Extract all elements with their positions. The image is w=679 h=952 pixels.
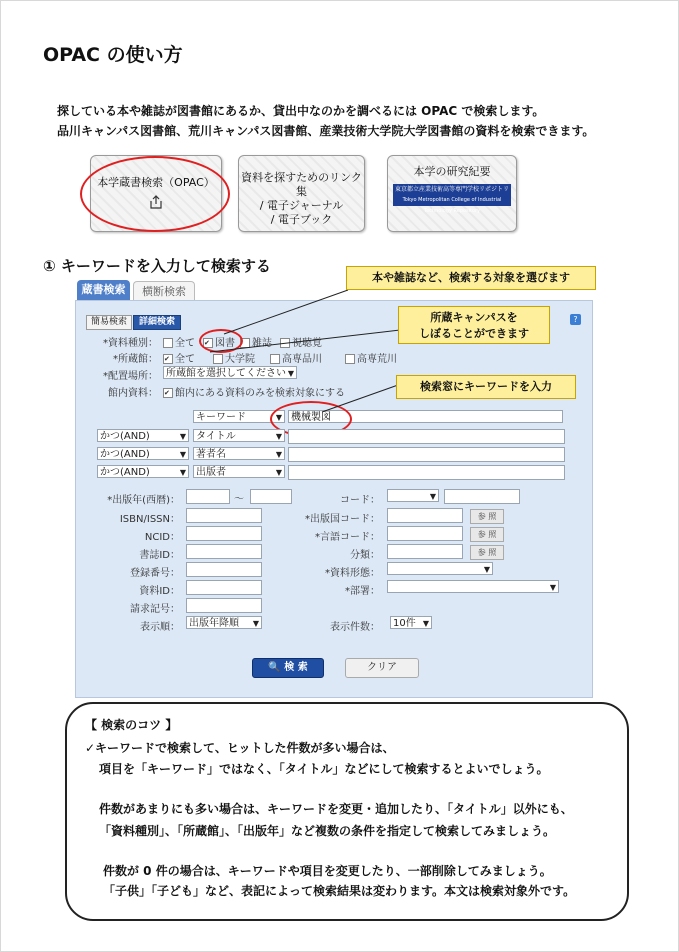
- bib-id-label: 書誌ID：: [139, 550, 180, 561]
- dropdown-arrow-icon: ▼: [252, 619, 259, 628]
- dropdown-arrow-icon: ▼: [179, 432, 186, 441]
- checkbox-checked-icon[interactable]: ✔: [163, 388, 173, 398]
- dropdown-arrow-icon: ▼: [275, 468, 282, 477]
- callout-campus: [398, 306, 550, 344]
- pub-year-label: *出版年(西暦)：: [107, 495, 180, 506]
- holding-all[interactable]: ✔ 全て: [164, 354, 195, 365]
- material-type-book[interactable]: ✔ 図書: [204, 338, 235, 349]
- tab-cross-search[interactable]: 横断検索: [133, 281, 195, 302]
- count-select[interactable]: 10件 ▼: [390, 616, 432, 629]
- location-label: *配置場所：: [103, 371, 158, 382]
- form-type-label: *資料形態：: [325, 568, 380, 579]
- help-icon[interactable]: ?: [570, 314, 581, 325]
- location-select[interactable]: 所蔵館を選択してください ▼: [163, 366, 297, 379]
- tab-collection-search[interactable]: 蔵書検索: [77, 280, 130, 300]
- material-type-av[interactable]: 視聴覚: [280, 334, 322, 349]
- page-title: OPAC の使い方: [43, 44, 183, 66]
- in-library-option[interactable]: ✔ 館内にある資料のみを検索対象にする: [164, 388, 345, 399]
- lang-ref-button[interactable]: 参 照: [470, 527, 504, 542]
- dropdown-arrow-icon: ▼: [275, 432, 282, 441]
- intro-line-1: 探している本や雑誌が図書館にあるか、貸出中なのかを調べるには OPAC で検索します。: [57, 104, 545, 118]
- isbn-label: ISBN/ISSN：: [119, 514, 180, 525]
- links-card-line2: / 電子ジャーナル: [259, 199, 344, 212]
- repository-banner-jp: 東京都立産業技術高等専門学校リポジトリ: [394, 186, 509, 193]
- field-select-3[interactable]: 出版者 ▼: [193, 465, 285, 478]
- keyword-input[interactable]: 機械製図: [288, 410, 563, 423]
- dropdown-arrow-icon: ▼: [549, 583, 556, 592]
- operator-select-1[interactable]: かつ(AND) ▼: [97, 429, 189, 442]
- sort-label: 表示順：: [140, 622, 180, 633]
- tips-line-1: ✓キーワードで検索して、ヒットした件数が多い場合は、: [85, 741, 395, 755]
- holding-arakawa[interactable]: 高専荒川: [345, 350, 397, 365]
- callout-campus-line1: 所蔵キャンパスを: [430, 311, 518, 324]
- reg-no-label: 登録番号：: [130, 568, 180, 579]
- classification-ref-button[interactable]: 参 照: [470, 545, 504, 560]
- call-no-label: 請求記号：: [130, 604, 180, 615]
- links-card-line1: 資料を探すためのリンク集: [241, 171, 362, 198]
- search-button-label: 検 索: [284, 662, 308, 673]
- material-id-label: 資料ID：: [139, 586, 180, 597]
- dropdown-arrow-icon: ▼: [275, 413, 282, 422]
- repository-banner-en: Tokyo Metropolitan College of Industrial Technology Repository: [402, 197, 502, 214]
- operator-select-2[interactable]: かつ(AND) ▼: [97, 447, 189, 460]
- code-label: コード：: [340, 495, 380, 506]
- tips-line-6: 「子供」「子ども」など、表記によって検索結果は変わります。本文は検索対象外です。: [103, 884, 576, 898]
- pub-year-separator: 〜: [234, 494, 244, 505]
- callout-campus-line2: しぼることができます: [419, 327, 529, 340]
- dept-label: *部署：: [345, 586, 380, 597]
- material-type-magazine[interactable]: 雑誌: [240, 334, 272, 349]
- classification-label: 分類：: [350, 550, 380, 561]
- holding-shinagawa[interactable]: 高専品川: [270, 350, 322, 365]
- holding-grad[interactable]: 大学院: [213, 350, 255, 365]
- material-type-all[interactable]: 全て: [163, 334, 195, 349]
- tips-line-2: 項目を「キーワード」ではなく、「タイトル」などにして検索するとよいでしょう。: [99, 762, 549, 776]
- lang-label: *言語コード：: [315, 532, 380, 543]
- search-icon: 🔍: [268, 662, 281, 673]
- section1-title: ① キーワードを入力して検索する: [43, 257, 271, 275]
- repository-card-label: 本学の研究紀要: [413, 165, 491, 178]
- dropdown-arrow-icon: ▼: [287, 369, 294, 378]
- tips-line-3: 件数があまりにも多い場合は、キーワードを変更・追加したり、「タイトル」以外にも、: [99, 802, 573, 816]
- dropdown-arrow-icon: ▼: [179, 450, 186, 459]
- in-library-label: 館内資料：: [108, 388, 158, 399]
- ncid-label: NCID：: [144, 532, 180, 543]
- links-card-line3: / 電子ブック: [270, 213, 333, 226]
- material-type-label: *資料種別：: [103, 338, 158, 349]
- tips-line-5: 件数が 0 件の場合は、キーワードや項目を変更したり、一部削除してみましょう。: [103, 864, 552, 878]
- sort-select[interactable]: 出版年降順 ▼: [186, 616, 262, 629]
- keyword-field-select[interactable]: キーワード ▼: [193, 410, 285, 423]
- dropdown-arrow-icon: ▼: [483, 565, 490, 574]
- intro-line-2: 品川キャンパス図書館、荒川キャンパス図書館、産業技術大学院大学図書館の資料を検索できます。: [57, 124, 595, 138]
- simple-search-button[interactable]: 簡易検索: [86, 315, 132, 330]
- dropdown-arrow-icon: ▼: [179, 468, 186, 477]
- holding-label: *所蔵館：: [113, 354, 158, 365]
- dropdown-arrow-icon: ▼: [429, 492, 436, 501]
- checkbox-checked-icon[interactable]: ✔: [163, 354, 173, 364]
- count-label: 表示件数：: [330, 622, 380, 633]
- callout-keyword: 検索窓にキーワードを入力: [396, 375, 576, 399]
- operator-select-3[interactable]: かつ(AND) ▼: [97, 465, 189, 478]
- dropdown-arrow-icon: ▼: [422, 619, 429, 628]
- dropdown-arrow-icon: ▼: [275, 450, 282, 459]
- pub-country-ref-button[interactable]: 参 照: [470, 509, 504, 524]
- search-tips-box: [65, 702, 629, 921]
- field-select-2[interactable]: 著者名 ▼: [193, 447, 285, 460]
- tips-heading: 【 検索のコツ 】: [85, 718, 178, 732]
- pub-country-label: *出版国コード：: [305, 514, 380, 525]
- opac-card-label: 本学蔵書検索（OPAC）: [97, 176, 215, 189]
- tips-line-4: 「資料種別」、「所蔵館」、「出版年」など複数の条件を指定して検索してみましょう。: [99, 824, 556, 838]
- field-select-1[interactable]: タイトル ▼: [193, 429, 285, 442]
- checkbox-checked-icon[interactable]: ✔: [203, 338, 213, 348]
- detail-search-button[interactable]: 詳細検索: [133, 315, 181, 330]
- callout-type: 本や雑誌など、検索する対象を選びます: [346, 266, 596, 290]
- clear-button[interactable]: クリア: [345, 658, 419, 678]
